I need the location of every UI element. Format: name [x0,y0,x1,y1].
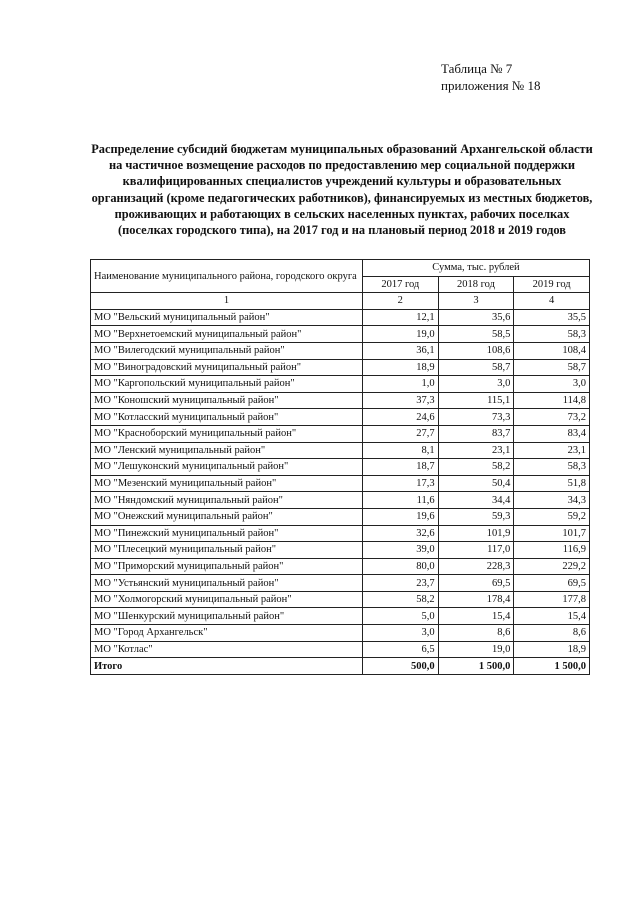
value-2019: 69,5 [514,575,590,592]
value-2018: 178,4 [438,591,514,608]
table-row [91,442,590,459]
table-row [91,359,590,376]
column-header-2018: 2018 год [438,276,514,293]
column-header-sum: Сумма, тыс. рублей [362,260,589,277]
value-2017: 17,3 [362,475,438,492]
value-2018: 58,5 [438,326,514,343]
value-2019: 18,9 [514,641,590,658]
municipality-name: МО "Красноборский муниципальный район" [91,425,363,442]
appendix-number: приложения № 18 [441,78,541,93]
value-2019: 51,8 [514,475,590,492]
value-2019: 108,4 [514,342,590,359]
value-2019: 58,7 [514,359,590,376]
value-2017: 3,0 [362,625,438,642]
value-2017: 37,3 [362,392,438,409]
value-2019: 177,8 [514,591,590,608]
value-2018: 83,7 [438,425,514,442]
value-2017: 19,6 [362,508,438,525]
value-2019: 23,1 [514,442,590,459]
value-2019: 15,4 [514,608,590,625]
municipality-name: МО "Котлас" [91,641,363,658]
value-2017: 12,1 [362,309,438,326]
value-2019: 58,3 [514,459,590,476]
value-2017: 80,0 [362,558,438,575]
table-row [91,326,590,343]
municipality-name: МО "Пинежский муниципальный район" [91,525,363,542]
value-2018: 15,4 [438,608,514,625]
value-2017: 27,7 [362,425,438,442]
municipality-name: МО "Вилегодский муниципальный район" [91,342,363,359]
municipality-name: МО "Приморский муниципальный район" [91,558,363,575]
value-2018: 101,9 [438,525,514,542]
table-row [91,525,590,542]
value-2017: 11,6 [362,492,438,509]
value-2017: 19,0 [362,326,438,343]
table-row [91,475,590,492]
column-number-2: 2 [362,293,438,310]
value-2017: 36,1 [362,342,438,359]
value-2017: 6,5 [362,641,438,658]
column-number-1: 1 [91,293,363,310]
table-row [91,558,590,575]
table-row [91,342,590,359]
value-2019: 83,4 [514,425,590,442]
municipality-name: МО "Ленский муниципальный район" [91,442,363,459]
value-2018: 58,7 [438,359,514,376]
value-2019: 229,2 [514,558,590,575]
value-2018: 59,3 [438,508,514,525]
municipality-name: МО "Холмогорский муниципальный район" [91,591,363,608]
total-label: Итого [91,658,363,675]
value-2018: 35,6 [438,309,514,326]
value-2019: 73,2 [514,409,590,426]
value-2017: 18,7 [362,459,438,476]
table-reference [441,60,540,94]
municipality-name: МО "Каргопольский муниципальный район" [91,376,363,393]
value-2018: 19,0 [438,641,514,658]
column-header-2019: 2019 год [514,276,590,293]
table-row [91,508,590,525]
table-row [91,409,590,426]
column-header-name: Наименование муниципального района, городского округа [91,260,363,293]
value-2018: 228,3 [438,558,514,575]
municipality-name: МО "Коношский муниципальный район" [91,392,363,409]
table-row [91,575,590,592]
table-number: Таблица № 7 [441,61,513,76]
value-2017: 23,7 [362,575,438,592]
value-2019: 114,8 [514,392,590,409]
value-2018: 8,6 [438,625,514,642]
value-2018: 73,3 [438,409,514,426]
table-row [91,591,590,608]
municipality-name: МО "Мезенский муниципальный район" [91,475,363,492]
table-row [91,392,590,409]
column-number-3: 3 [438,293,514,310]
table-row [91,425,590,442]
value-2019: 34,3 [514,492,590,509]
table-body [91,309,590,657]
column-number-4: 4 [514,293,590,310]
table-row [91,309,590,326]
value-2019: 101,7 [514,525,590,542]
value-2017: 39,0 [362,542,438,559]
municipality-name: МО "Вельский муниципальный район" [91,309,363,326]
value-2018: 69,5 [438,575,514,592]
value-2019: 35,5 [514,309,590,326]
municipality-name: МО "Няндомский муниципальный район" [91,492,363,509]
municipality-name: МО "Шенкурский муниципальный район" [91,608,363,625]
total-2018: 1 500,0 [438,658,514,675]
value-2018: 3,0 [438,376,514,393]
total-2019: 1 500,0 [514,658,590,675]
table-row [91,608,590,625]
municipality-name: МО "Город Архангельск" [91,625,363,642]
value-2018: 108,6 [438,342,514,359]
value-2017: 1,0 [362,376,438,393]
table-row [91,625,590,642]
value-2019: 8,6 [514,625,590,642]
value-2018: 115,1 [438,392,514,409]
total-2017: 500,0 [362,658,438,675]
total-row [91,658,590,675]
table-row [91,641,590,658]
value-2017: 32,6 [362,525,438,542]
value-2017: 18,9 [362,359,438,376]
municipality-name: МО "Котласский муниципальный район" [91,409,363,426]
municipality-name: МО "Онежский муниципальный район" [91,508,363,525]
municipality-name: МО "Виноградовский муниципальный район" [91,359,363,376]
value-2018: 23,1 [438,442,514,459]
value-2018: 50,4 [438,475,514,492]
municipality-name: МО "Верхнетоемский муниципальный район" [91,326,363,343]
value-2017: 24,6 [362,409,438,426]
municipality-name: МО "Плесецкий муниципальный район" [91,542,363,559]
document-title: Распределение субсидий бюджетам муниципальных образований Архангельской области на частичное возмещение расходов по предоставлению мер социальной поддержки квалифицированных специалистов учреждений культуры и образовательных организаций (кроме педагогических работников), финансируемых из местных бюджетов, проживающих и работающих в сельских населенных пунктах, рабочих поселках (поселках городского типа), на 2017 год и на плановый период 2018 и 2019 годов [91,142,593,238]
value-2019: 116,9 [514,542,590,559]
table-row [91,459,590,476]
column-header-2017: 2017 год [362,276,438,293]
value-2018: 34,4 [438,492,514,509]
value-2017: 8,1 [362,442,438,459]
value-2018: 58,2 [438,459,514,476]
value-2018: 117,0 [438,542,514,559]
value-2019: 3,0 [514,376,590,393]
value-2019: 58,3 [514,326,590,343]
subsidy-table [90,259,590,675]
value-2019: 59,2 [514,508,590,525]
municipality-name: МО "Лешуконский муниципальный район" [91,459,363,476]
value-2017: 5,0 [362,608,438,625]
value-2017: 58,2 [362,591,438,608]
table-row [91,376,590,393]
municipality-name: МО "Устьянский муниципальный район" [91,575,363,592]
table-row [91,542,590,559]
table-row [91,492,590,509]
